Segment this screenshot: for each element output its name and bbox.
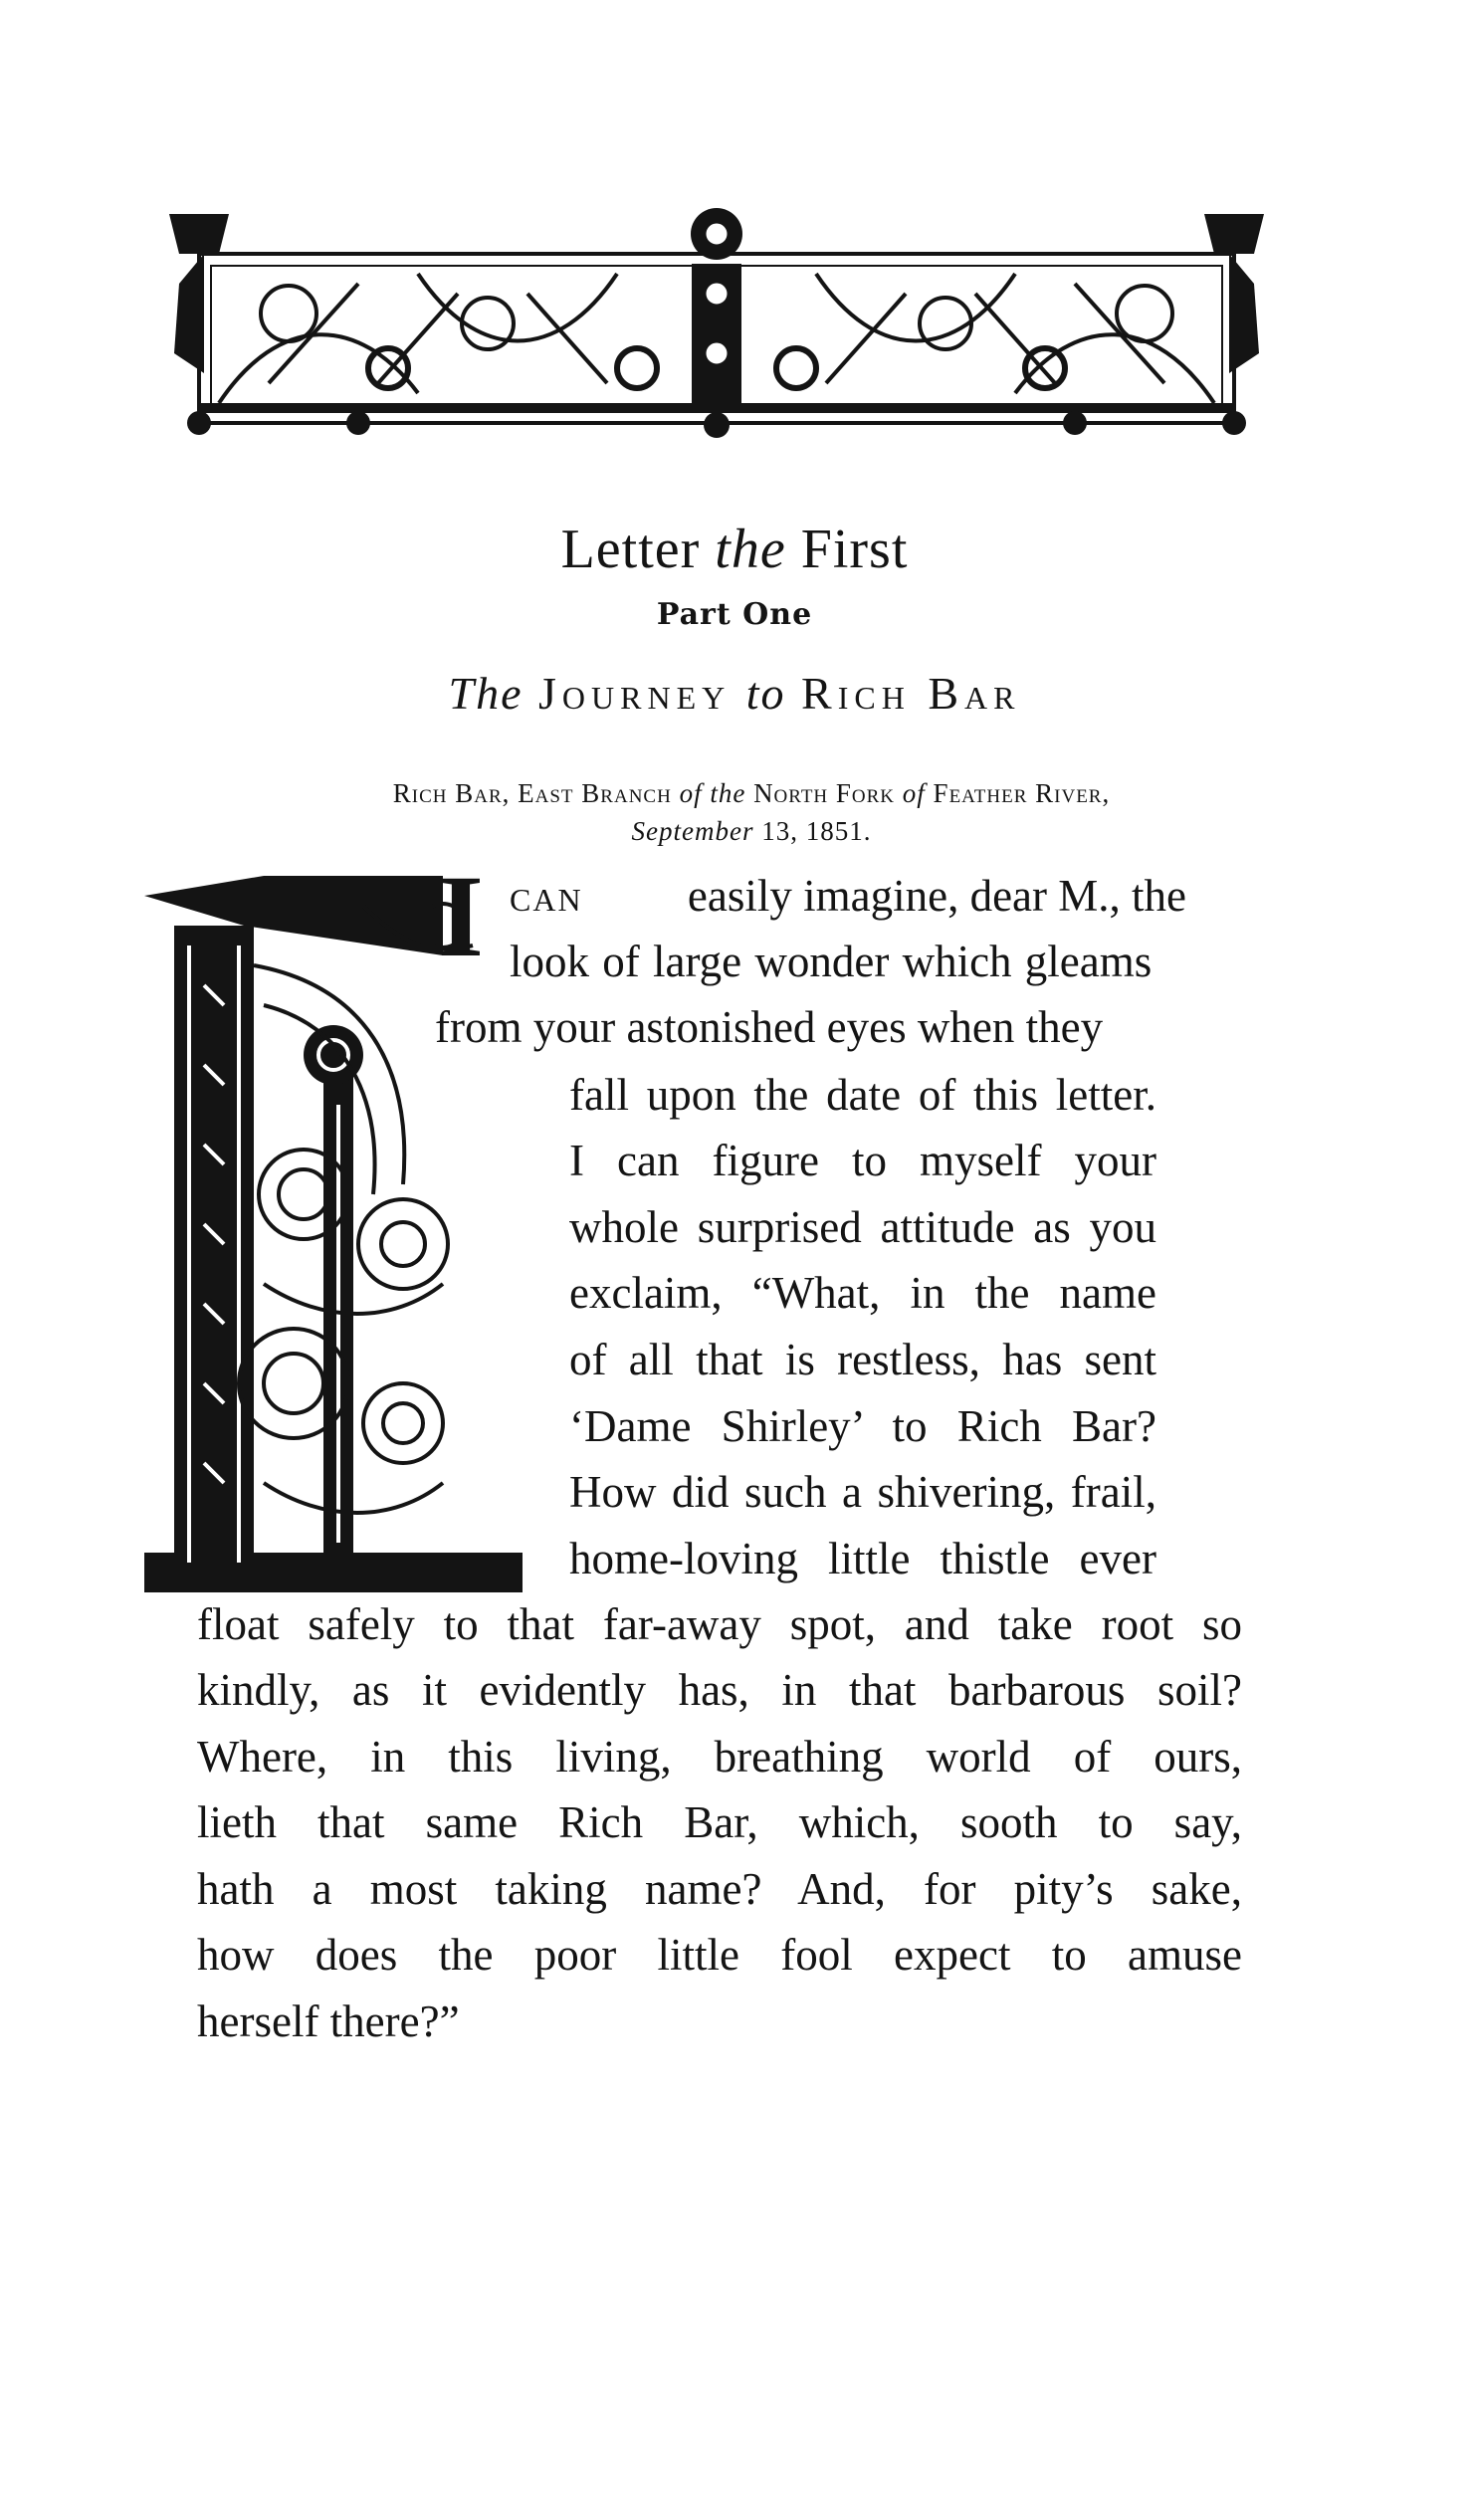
subtitle-word: Journey — [538, 668, 732, 719]
title-word: First — [800, 519, 909, 580]
drop-cap-letter: I — [438, 851, 484, 981]
dateline-location: Rich Bar, East Branch of the North Fork of Feather River, — [392, 778, 1111, 808]
text-line: How did such a shivering, frail, — [569, 1467, 1156, 1517]
page-title — [0, 518, 1469, 581]
text-line: kindly, as it evidently has, in that barbarous soil? — [197, 1665, 1242, 1715]
text-line: can easily imagine, dear M., the — [510, 871, 1186, 921]
text-line: look of large wonder which gleams — [510, 937, 1153, 986]
text-line: I can figure to myself your — [569, 1136, 1156, 1185]
text-line: exclaim, “What, in the name — [569, 1268, 1156, 1318]
text-line: float safely to that far-away spot, and take root so — [197, 1599, 1242, 1649]
title-word: the — [715, 519, 786, 580]
part-heading: Part One — [656, 597, 813, 632]
text-line: Where, in this living, breathing world of ours, — [197, 1732, 1242, 1782]
ornamental-headpiece — [159, 194, 1274, 443]
subtitle-word: Rich Bar — [801, 668, 1021, 719]
text-line: how does the poor little fool expect to amuse — [197, 1930, 1242, 1980]
chapter-subtitle — [0, 667, 1469, 720]
text-line: whole surprised attitude as you — [569, 1202, 1156, 1252]
title-word: Letter — [560, 519, 701, 580]
dateline-date: September 13, 1851. — [631, 816, 872, 846]
subtitle-word: The — [448, 668, 524, 719]
text-line: ‘Dame Shirley’ to Rich Bar? — [569, 1401, 1156, 1451]
subtitle-word: to — [745, 668, 786, 719]
text-line: hath a most taking name? And, for pity’s sake, — [197, 1864, 1242, 1914]
text-line: home-loving little thistle ever — [569, 1534, 1156, 1583]
text-line: herself there?” — [197, 1996, 460, 2046]
text-line: fall upon the date of this letter. — [569, 1070, 1156, 1120]
dateline — [199, 774, 1304, 850]
text-line: lieth that same Rich Bar, which, sooth to say, — [197, 1797, 1242, 1847]
text-line: of all that is restless, has sent — [569, 1335, 1156, 1384]
text-line: from your astonished eyes when they — [435, 1002, 1104, 1052]
